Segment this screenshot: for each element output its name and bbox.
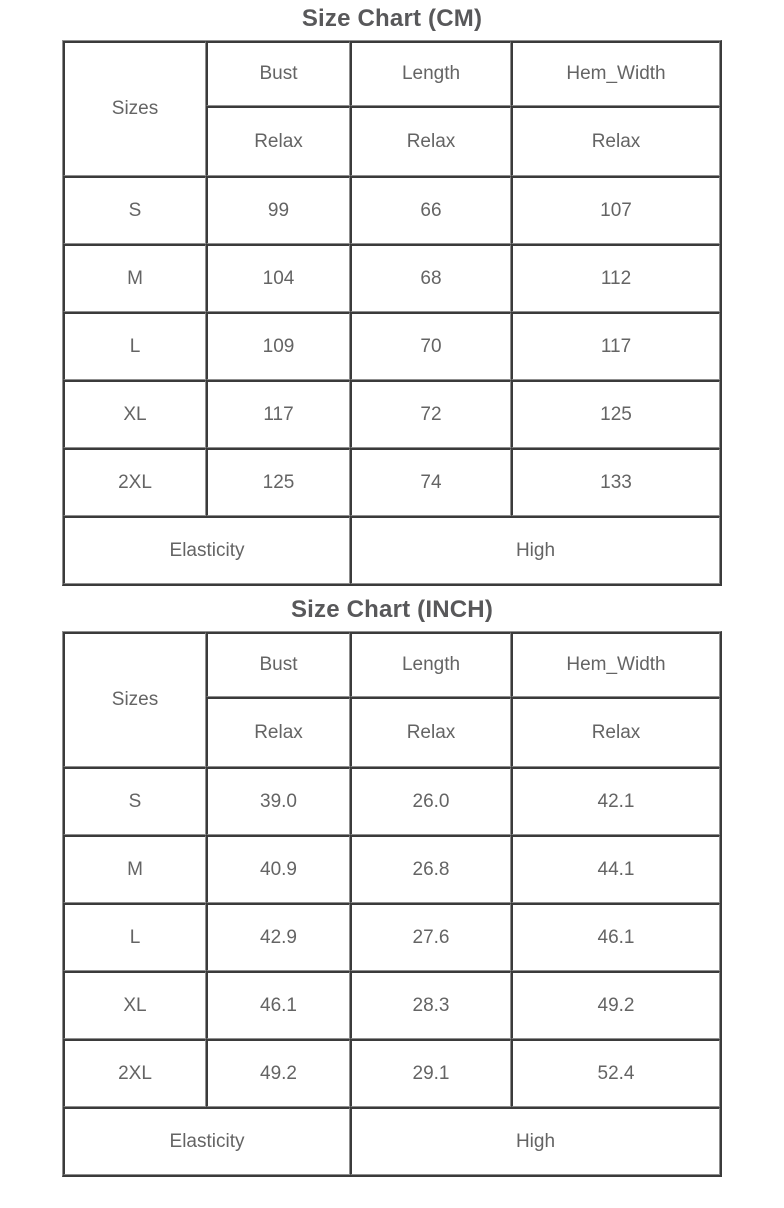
size-row bbox=[63, 971, 720, 1039]
hem-width-value-cell: 44.1 bbox=[511, 835, 720, 903]
hem-width-value-cell: 49.2 bbox=[511, 971, 720, 1039]
length-value-cell: 72 bbox=[350, 380, 511, 448]
bust-value-cell: 125 bbox=[206, 448, 350, 516]
length-value-cell: 28.3 bbox=[350, 971, 511, 1039]
size-chart-cm-title: Size Chart (CM) bbox=[301, 5, 483, 32]
size-row bbox=[63, 1039, 720, 1107]
elasticity-value-cell: High bbox=[350, 1107, 720, 1175]
bust-value-cell: 99 bbox=[206, 176, 350, 244]
length-header-cell: Length bbox=[350, 41, 511, 106]
size-row bbox=[63, 380, 720, 448]
bust-value-cell: 109 bbox=[206, 312, 350, 380]
hem-width-value-cell: 46.1 bbox=[511, 903, 720, 971]
elasticity-value-cell: High bbox=[350, 516, 720, 584]
length-fit-cell: Relax bbox=[350, 697, 511, 767]
size-cell: 2XL bbox=[63, 1039, 206, 1107]
hem-width-value-cell: 42.1 bbox=[511, 767, 720, 835]
size-row bbox=[63, 176, 720, 244]
bust-value-cell: 40.9 bbox=[206, 835, 350, 903]
size-cell: XL bbox=[63, 971, 206, 1039]
elasticity-row bbox=[63, 1107, 720, 1175]
size-chart-cm-section bbox=[0, 3, 784, 586]
size-chart-inch-title: Size Chart (INCH) bbox=[290, 596, 494, 623]
hem-width-fit-cell: Relax bbox=[511, 697, 720, 767]
length-header-cell: Length bbox=[350, 632, 511, 697]
size-cell: XL bbox=[63, 380, 206, 448]
size-chart-cm-table bbox=[62, 40, 722, 586]
hem-width-header-cell: Hem_Width bbox=[511, 41, 720, 106]
size-row bbox=[63, 448, 720, 516]
length-value-cell: 74 bbox=[350, 448, 511, 516]
size-row bbox=[63, 835, 720, 903]
length-value-cell: 66 bbox=[350, 176, 511, 244]
length-value-cell: 26.0 bbox=[350, 767, 511, 835]
length-value-cell: 68 bbox=[350, 244, 511, 312]
size-row bbox=[63, 903, 720, 971]
hem-width-fit-cell: Relax bbox=[511, 106, 720, 176]
size-cell: L bbox=[63, 903, 206, 971]
size-cell: S bbox=[63, 176, 206, 244]
length-value-cell: 70 bbox=[350, 312, 511, 380]
hem-width-value-cell: 125 bbox=[511, 380, 720, 448]
bust-fit-cell: Relax bbox=[206, 697, 350, 767]
sizes-header-cell: Sizes bbox=[63, 632, 206, 767]
size-chart-inch-section bbox=[0, 586, 784, 1177]
elasticity-label-cell: Elasticity bbox=[63, 516, 350, 584]
bust-fit-cell: Relax bbox=[206, 106, 350, 176]
size-row bbox=[63, 767, 720, 835]
size-cell: S bbox=[63, 767, 206, 835]
bust-header-cell: Bust bbox=[206, 41, 350, 106]
size-cell: 2XL bbox=[63, 448, 206, 516]
measure-header-row bbox=[63, 41, 720, 106]
hem-width-header-cell: Hem_Width bbox=[511, 632, 720, 697]
bust-value-cell: 49.2 bbox=[206, 1039, 350, 1107]
hem-width-value-cell: 133 bbox=[511, 448, 720, 516]
size-cell: M bbox=[63, 835, 206, 903]
size-row bbox=[63, 312, 720, 380]
bust-value-cell: 117 bbox=[206, 380, 350, 448]
size-cell: M bbox=[63, 244, 206, 312]
size-row bbox=[63, 244, 720, 312]
size-cell: L bbox=[63, 312, 206, 380]
sizes-header-cell: Sizes bbox=[63, 41, 206, 176]
bust-value-cell: 104 bbox=[206, 244, 350, 312]
hem-width-value-cell: 117 bbox=[511, 312, 720, 380]
bust-value-cell: 46.1 bbox=[206, 971, 350, 1039]
bust-header-cell: Bust bbox=[206, 632, 350, 697]
hem-width-value-cell: 107 bbox=[511, 176, 720, 244]
bust-value-cell: 39.0 bbox=[206, 767, 350, 835]
measure-header-row bbox=[63, 632, 720, 697]
size-chart-inch-table bbox=[62, 631, 722, 1177]
length-value-cell: 26.8 bbox=[350, 835, 511, 903]
length-fit-cell: Relax bbox=[350, 106, 511, 176]
elasticity-label-cell: Elasticity bbox=[63, 1107, 350, 1175]
elasticity-row bbox=[63, 516, 720, 584]
length-value-cell: 27.6 bbox=[350, 903, 511, 971]
bust-value-cell: 42.9 bbox=[206, 903, 350, 971]
hem-width-value-cell: 112 bbox=[511, 244, 720, 312]
hem-width-value-cell: 52.4 bbox=[511, 1039, 720, 1107]
length-value-cell: 29.1 bbox=[350, 1039, 511, 1107]
